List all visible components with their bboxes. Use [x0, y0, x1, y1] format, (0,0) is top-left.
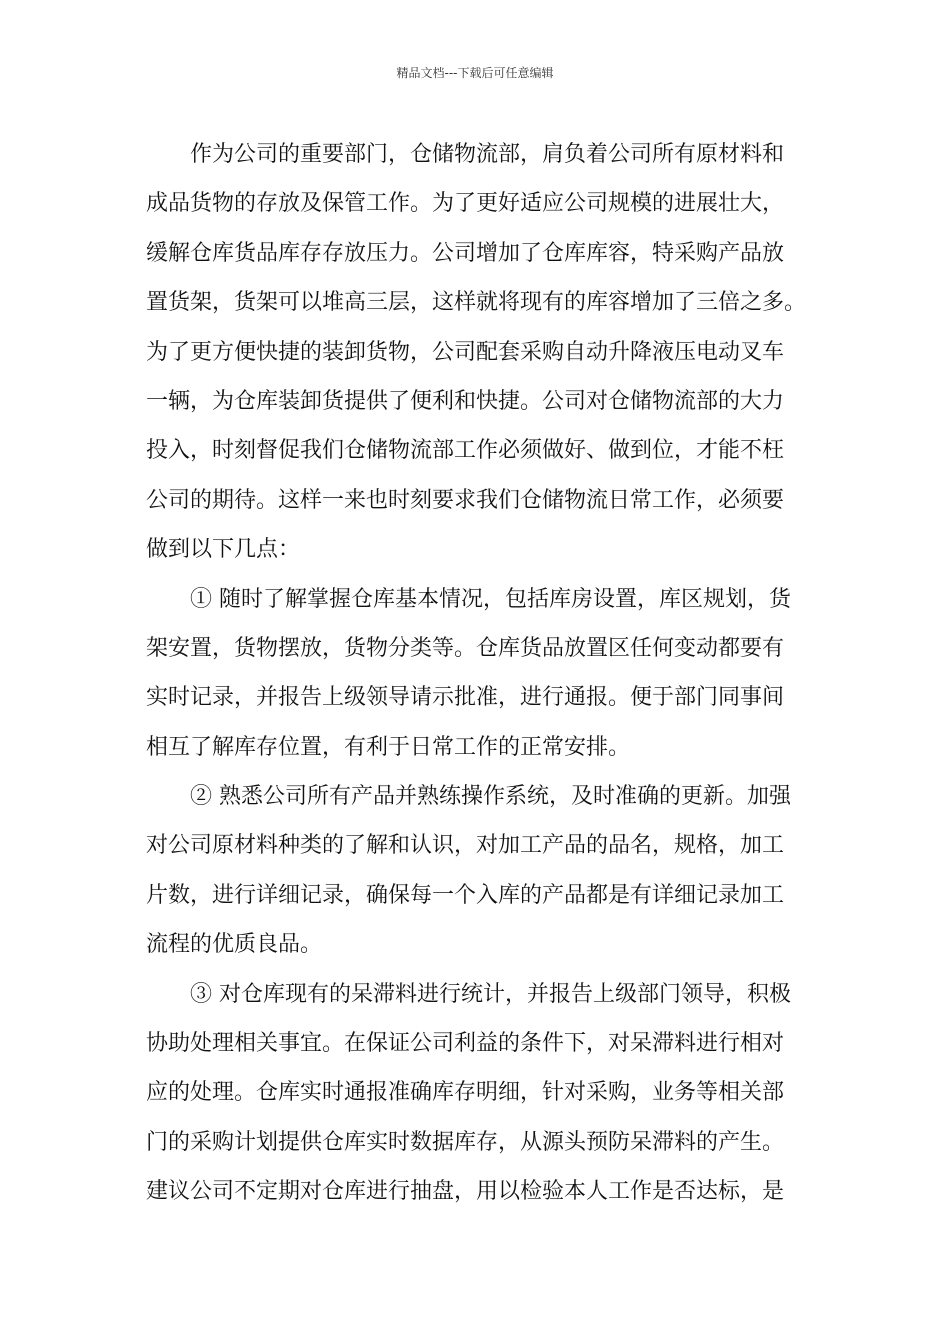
list-item-3-line: 协助处理相关事宜。在保证公司利益的条件下，对呆滞料进行相对 [146, 1031, 785, 1057]
paragraph-line: 置货架，货架可以堆高三层，这样就将现有的库容增加了三倍之多。 [146, 290, 807, 316]
paragraph-line: 公司的期待。这样一来也时刻要求我们仓储物流日常工作，必须要 [146, 487, 785, 513]
list-item-3-line: 门的采购计划提供仓库实时数据库存，从源头预防呆滞料的产生。 [146, 1129, 785, 1155]
paragraph-line: 成品货物的存放及保管工作。为了更好适应公司规模的进展壮大， [146, 191, 785, 217]
list-item-3-line: 应的处理。仓库实时通报准确库存明细，针对采购，业务等相关部 [146, 1080, 785, 1106]
document-body [146, 130, 806, 1217]
paragraph-line: 为了更方便快捷的装卸货物，公司配套采购自动升降液压电动叉车 [146, 339, 785, 365]
list-item-1-line: 相互了解库存位置，有利于日常工作的正常安排。 [146, 734, 631, 760]
paragraph-line: 一辆，为仓库装卸货提供了便利和快捷。公司对仓储物流部的大力 [146, 388, 785, 414]
list-item-2-line: 片数，进行详细记录，确保每一个入库的产品都是有详细记录加工 [146, 882, 785, 908]
paragraph-line: 做到以下几点： [146, 537, 301, 563]
page-header: 精品文档---下载后可任意编辑 [396, 66, 554, 80]
list-item-2-line: ② 熟悉公司所有产品并熟练操作系统，及时准确的更新。加强 [190, 784, 791, 810]
list-item-1-line: 实时记录，并报告上级领导请示批准，进行通报。便于部门同事间 [146, 685, 785, 711]
list-item-1-line: 架安置，货物摆放，货物分类等。仓库货品放置区任何变动都要有 [146, 635, 785, 661]
list-item-2-line: 流程的优质良品。 [146, 932, 323, 958]
list-item-3-line: ③ 对仓库现有的呆滞料进行统计，并报告上级部门领导，积极 [190, 981, 791, 1007]
list-item-1-line: ① 随时了解掌握仓库基本情况，包括库房设置，库区规划，货 [190, 586, 791, 612]
paragraph-line: 作为公司的重要部门，仓储物流部，肩负着公司所有原材料和 [190, 142, 785, 167]
list-item-2-line: 对公司原材料种类的了解和认识，对加工产品的品名，规格，加工 [146, 833, 785, 859]
paragraph-line: 缓解仓库货品库存存放压力。公司增加了仓库库容，特采购产品放 [146, 240, 785, 266]
list-item-3-line: 建议公司不定期对仓库进行抽盘，用以检验本人工作是否达标，是 [146, 1179, 785, 1205]
paragraph-line: 投入，时刻督促我们仓储物流部工作必须做好、做到位，才能不枉 [146, 438, 785, 464]
